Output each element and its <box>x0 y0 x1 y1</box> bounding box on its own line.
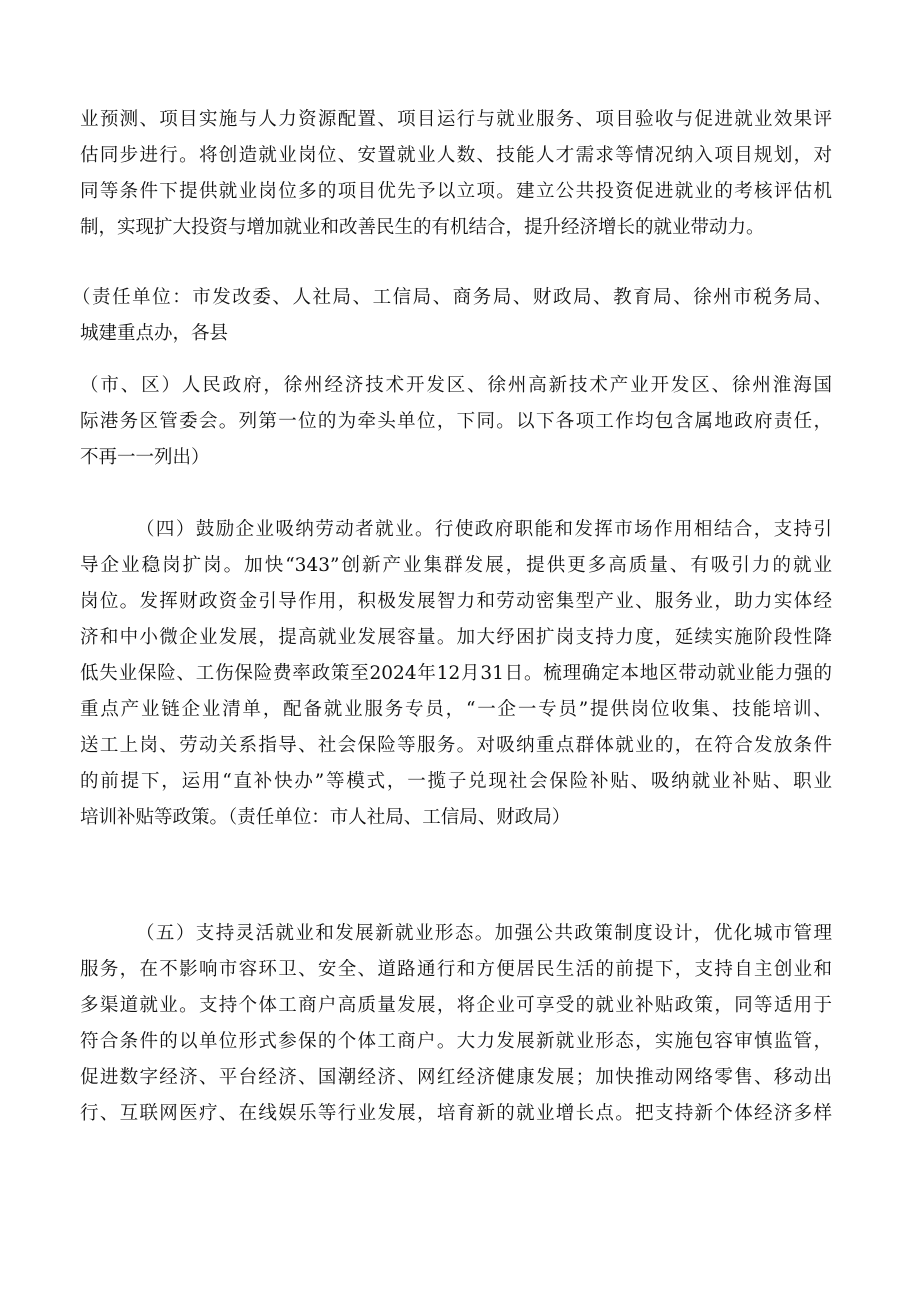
paragraph-line: （责任单位：市发改委、人社局、工信局、商务局、财政局、教育局、徐州市税务局、 <box>72 287 832 308</box>
paragraph-line: 济和中小微企业发展，提高就业发展容量。加大纾困扩岗支持力度，延续实施阶段性降 <box>80 627 832 648</box>
paragraph-line: 服务，在不影响市容环卫、安全、道路通行和方便居民生活的前提下，支持自主创业和 <box>80 959 832 980</box>
paragraph-line: 多渠道就业。支持个体工商户高质量发展，将企业可享受的就业补贴政策，同等适用于 <box>80 995 832 1016</box>
paragraph-line: 估同步进行。将创造就业岗位、安置就业人数、技能人才需求等情况纳入项目规划，对 <box>80 145 832 166</box>
paragraph-line: 不再一一列出） <box>80 447 210 468</box>
paragraph-line: 城建重点办，各县 <box>80 323 229 344</box>
paragraph-line: （市、区）人民政府，徐州经济技术开发区、徐州高新技术产业开发区、徐州淮海国 <box>80 375 832 396</box>
section-encourage-enterprise-employment <box>80 512 832 836</box>
paragraph-line: 同等条件下提供就业岗位多的项目优先予以立项。建立公共投资促进就业的考核评估机 <box>80 181 832 202</box>
paragraph-line: 促进数字经济、平台经济、国潮经济、网红经济健康发展；加快推动网络零售、移动出 <box>80 1067 832 1088</box>
paragraph-investment-employment <box>80 102 832 246</box>
paragraph-line: 送工上岗、劳动关系指导、社会保险等服务。对吸纳重点群体就业的，在符合发放条件 <box>80 735 832 756</box>
paragraph-line: 培训补贴等政策。（责任单位：市人社局、工信局、财政局） <box>80 807 571 828</box>
paragraph-line: 符合条件的以单位形式参保的个体工商户。大力发展新就业形态，实施包容审慎监管， <box>80 1031 832 1052</box>
section-heading-line: （五）支持灵活就业和发展新就业形态。加强公共政策制度设计，优化城市管理 <box>136 923 832 944</box>
paragraph-line: 制，实现扩大投资与增加就业和改善民生的有机结合，提升经济增长的就业带动力。 <box>80 217 765 238</box>
paragraph-line: 低失业保险、工伤保险费率政策至2024年12月31日。梳理确定本地区带动就业能力强的 <box>80 663 832 684</box>
paragraph-line: 重点产业链企业清单，配备就业服务专员，“一企一专员”提供岗位收集、技能培训、 <box>80 699 832 720</box>
paragraph-line: 导企业稳岗扩岗。加快“343”创新产业集群发展，提供更多高质量、有吸引力的就业 <box>80 555 832 576</box>
paragraph-line: 岗位。发挥财政资金引导作用，积极发展智力和劳动密集型产业、服务业，助力实体经 <box>80 591 832 612</box>
paragraph-line: 的前提下，运用“直补快办”等模式，一揽子兑现社会保险补贴、吸纳就业补贴、职业 <box>80 771 832 792</box>
section-flexible-employment <box>80 916 832 1132</box>
paragraph-line: 际港务区管委会。列第一位的为牵头单位，下同。以下各项工作均包含属地政府责任， <box>80 411 832 432</box>
section-heading-line: （四）鼓励企业吸纳劳动者就业。行使政府职能和发挥市场作用相结合，支持引 <box>136 519 832 540</box>
responsibility-note-second <box>80 368 832 476</box>
responsibility-note-first <box>72 280 832 352</box>
paragraph-line: 行、互联网医疗、在线娱乐等行业发展，培育新的就业增长点。把支持新个体经济多样 <box>80 1103 832 1124</box>
paragraph-line: 业预测、项目实施与人力资源配置、项目运行与就业服务、项目验收与促进就业效果评 <box>80 109 832 130</box>
